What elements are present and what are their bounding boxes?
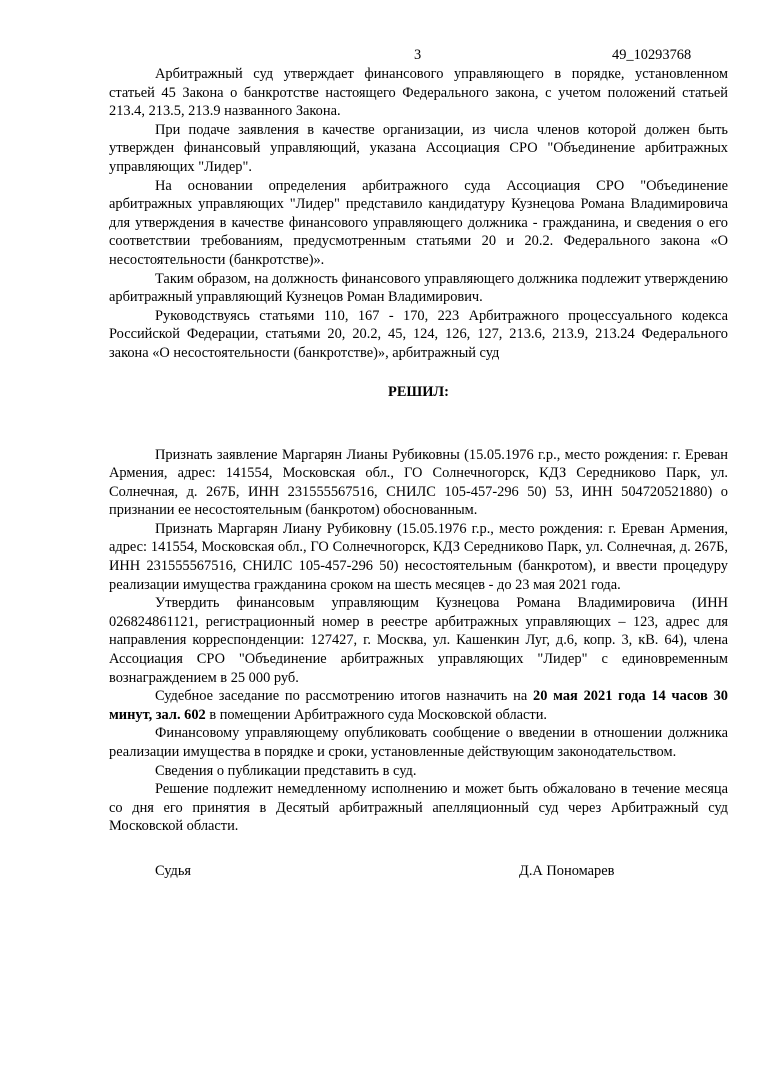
decision-title: РЕШИЛ: [388, 383, 449, 400]
hearing-paragraph [109, 687, 728, 724]
hearing-prefix: Судебное заседание по рассмотрению итогов назначить на [155, 688, 533, 705]
paragraph: Решение подлежит немедленному исполнению и может быть обжаловано в течение месяца со дня его принятия в Десятый арбитражный апелляционный суд через Арбитражный суд Московской области. [109, 781, 728, 835]
paragraph: Признать Маргарян Лиану Рубиковну (15.05.1976 г.р., место рождения: г. Ереван Армения, адрес: 141554, Московская обл., ГО Солнечногорск, КДЗ Середниково Парк, ул. Солнечная, д. 267Б, ИНН 231555567516, СНИЛС 105-457-296 50) несостоятельным (банкротом), и ввести процедуру реализации имущества гражданина сроком на шесть месяцев - до 23 мая 2021 года. [109, 520, 728, 593]
paragraph: Финансовому управляющему опубликовать сообщение о введении в отношении должника реализации имущества в порядке и сроки, установленные действующим законодательством. [109, 725, 728, 760]
document-number: 49_10293768 [612, 47, 692, 63]
paragraph: Сведения о публикации представить в суд. [155, 762, 417, 779]
paragraph: Руководствуясь статьями 110, 167 - 170, 223 Арбитражного процессуального кодекса Российской Федерации, статьями 20, 20.2, 45, 124, 126, 127, 213.6, 213.9, 213.24 Федерального закона «О несостоятельности (банкротстве)», арбитражный суд [109, 307, 728, 361]
judge-label: Судья [155, 863, 192, 879]
judge-name: Д.А Пономарев [519, 863, 615, 879]
paragraph: Таким образом, на должность финансового управляющего должника подлежит утверждению арбитражный управляющий Кузнецов Роман Владимирович. [109, 270, 728, 306]
hearing-suffix: в помещении Арбитражного суда Московской области. [205, 706, 548, 723]
paragraph: Признать заявление Маргарян Лианы Рубиковны (15.05.1976 г.р., место рождения: г. Ереван Армения, адрес: 141554, Московская обл., ГО Солнечногорск, КДЗ Середниково Парк, ул. Солнечная, д. 267Б, ИНН 231555567516, СНИЛС 105-457-296 50) 53, ИНН 504720521880) о признании ее несостоятельным (банкротом) обоснованным. [109, 446, 728, 519]
page-number: 3 [414, 47, 422, 63]
hearing-date-time: 20 мая 2021 года 14 часов 30 минут, зал. 602 [109, 688, 728, 723]
document-body [109, 65, 728, 836]
paragraph: Утвердить финансовым управляющим Кузнецова Романа Владимировича (ИНН 026824861121, регистрационный номер в реестре арбитражных управляющих – 123, адрес для направления корреспонденции: 127427, г. Москва, ул. Кашенкин Луг, д.6, копр. 3, кВ. 64), члена Ассоциация СРО "Объединение арбитражных управляющих "Лидер" с единовременным вознаграждением в 25 000 руб. [109, 595, 728, 686]
paragraph: При подаче заявления в качестве организации, из числа членов которой должен быть утвержден финансовый управляющий, указана Ассоциация СРО "Объединение арбитражных управляющих "Лидер". [109, 121, 728, 175]
paragraph: Арбитражный суд утверждает финансового управляющего в порядке, установленном статьей 45 Закона о банкротстве настоящего Федерального закона, с учетом положений статьей 213.4, 213.5, 213.9 названного Закона. [109, 66, 728, 120]
page-header [0, 46, 764, 66]
signature-block [0, 862, 764, 882]
paragraph: На основании определения арбитражного суда Ассоциация СРО "Объединение арбитражных управляющих "Лидер" представило кандидатуру Кузнецова Романа Владимировича для утверждения в качестве финансового управляющего должника - гражданина, и сведения о его соответствии требованиям, предусмотренным статьями 20 и 20.2. Федерального закона «О несостоятельности (банкротстве)». [109, 177, 728, 268]
